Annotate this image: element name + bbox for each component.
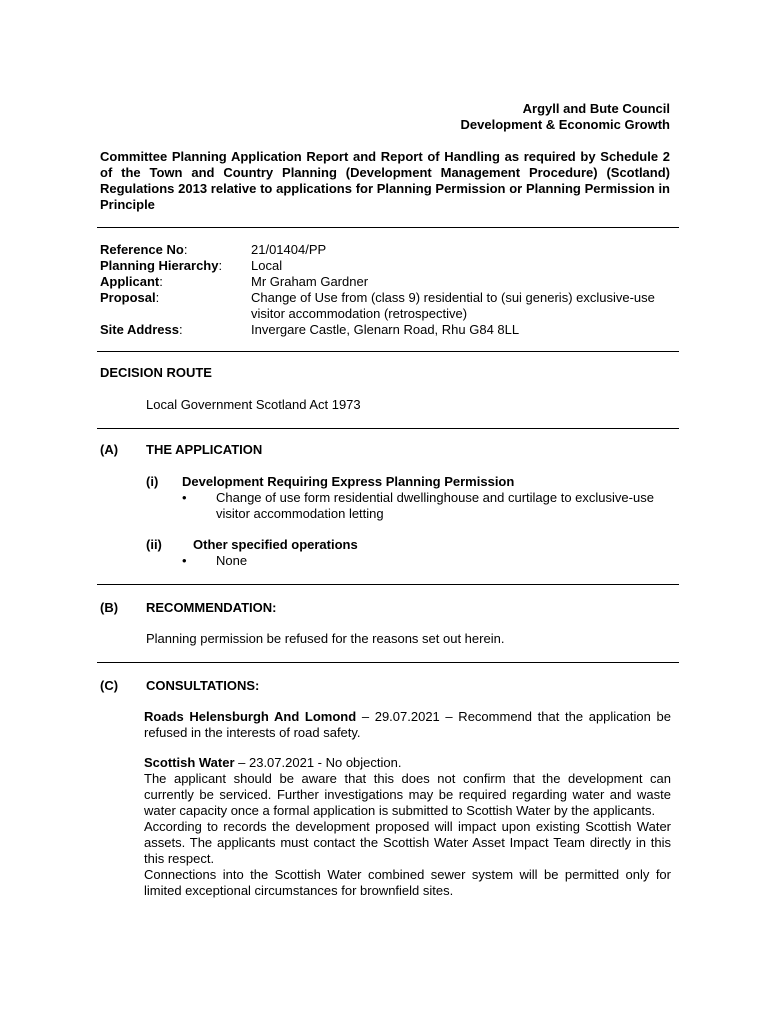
roads-consultation	[144, 709, 671, 741]
decision-route-heading: DECISION ROUTE	[100, 365, 212, 380]
item-ii-title: Other specified operations	[193, 537, 358, 552]
section-c-letter: (C)	[100, 678, 119, 693]
application-details	[100, 242, 676, 338]
hierarchy-label: Planning Hierarchy	[100, 258, 219, 273]
section-a-letter: (A)	[100, 442, 119, 457]
applicant-value: Mr Graham Gardner	[251, 274, 369, 289]
water-paragraph-3: Connections into the Scottish Water combined sewer system will be permitted only for limited exceptional circumstances for brownfield sites.	[144, 867, 671, 898]
section-b-letter: (B)	[100, 600, 119, 615]
council-name: Argyll and Bute Council	[522, 101, 670, 116]
applicant-label: Applicant	[100, 274, 160, 289]
water-response: – 23.07.2021 - No objection.	[234, 755, 402, 770]
proposal-label: Proposal	[100, 290, 156, 305]
item-i-number: (i)	[146, 474, 159, 489]
site-address-row: Site Address: Invergare Castle, Glenarn Road, Rhu G84 8LL	[100, 322, 676, 338]
bullet-icon: •	[182, 553, 187, 568]
hierarchy-row: Planning Hierarchy: Local	[100, 258, 676, 274]
water-paragraph-1: The applicant should be aware that this does not confirm that the development can currently be serviced. Further investigations may be required regarding water and waste water capacity once a formal application is submitted to Scottish Water by the applicants.	[144, 771, 671, 818]
item-i-bullet-text: Change of use form residential dwellinghouse and curtilage to exclusive-use visitor accommodation letting	[216, 490, 654, 521]
divider	[97, 351, 679, 352]
roads-consultee: Roads Helensburgh And Lomond	[144, 709, 357, 724]
divider	[97, 227, 679, 228]
department-name: Development & Economic Growth	[460, 117, 670, 132]
divider	[97, 584, 679, 585]
section-c-heading: CONSULTATIONS:	[146, 678, 260, 693]
report-title: Committee Planning Application Report and Report of Handling as required by Schedule 2 of the Town and Country Planning (Development Management Procedure) (Scotland) Regulations 2013 relative to applications for Planning Permission or Planning Permission in Principle	[100, 149, 670, 212]
section-a-heading: THE APPLICATION	[146, 442, 263, 457]
hierarchy-value: Local	[251, 258, 283, 273]
water-consultation	[144, 755, 671, 899]
applicant-row: Applicant: Mr Graham Gardner	[100, 274, 676, 290]
water-paragraph-2: According to records the development proposed will impact upon existing Scottish Water assets. The applicants must contact the Scottish Water Asset Impact Team directly in this this respect.	[144, 819, 671, 866]
water-consultee: Scottish Water	[144, 755, 235, 770]
roads-response: – 29.07.2021 – Recommend that the application be refused in the interests of road safety.	[144, 709, 671, 740]
reference-row: Reference No: 21/01404/PP	[100, 242, 676, 258]
item-ii-number: (ii)	[146, 537, 162, 552]
reference-value: 21/01404/PP	[251, 242, 327, 257]
document-header	[461, 101, 670, 133]
site-address-value: Invergare Castle, Glenarn Road, Rhu G84 8LL	[251, 322, 520, 337]
proposal-value: Change of Use from (class 9) residential to (sui generis) exclusive-use visitor accommodation (retrospective)	[251, 290, 655, 321]
site-address-label: Site Address	[100, 322, 179, 337]
item-ii-bullet-text: None	[216, 553, 248, 568]
section-b-heading: RECOMMENDATION:	[146, 600, 277, 615]
reference-label: Reference No	[100, 242, 184, 257]
decision-route-text: Local Government Scotland Act 1973	[146, 397, 361, 412]
recommendation-text: Planning permission be refused for the reasons set out herein.	[146, 631, 505, 646]
bullet-icon: •	[182, 490, 187, 505]
proposal-row: Proposal: Change of Use from (class 9) residential to (sui generis) exclusive-use visitor accommodation (retrospective)	[100, 290, 676, 322]
divider	[97, 428, 679, 429]
divider	[97, 662, 679, 663]
item-i-title: Development Requiring Express Planning Permission	[182, 474, 515, 489]
